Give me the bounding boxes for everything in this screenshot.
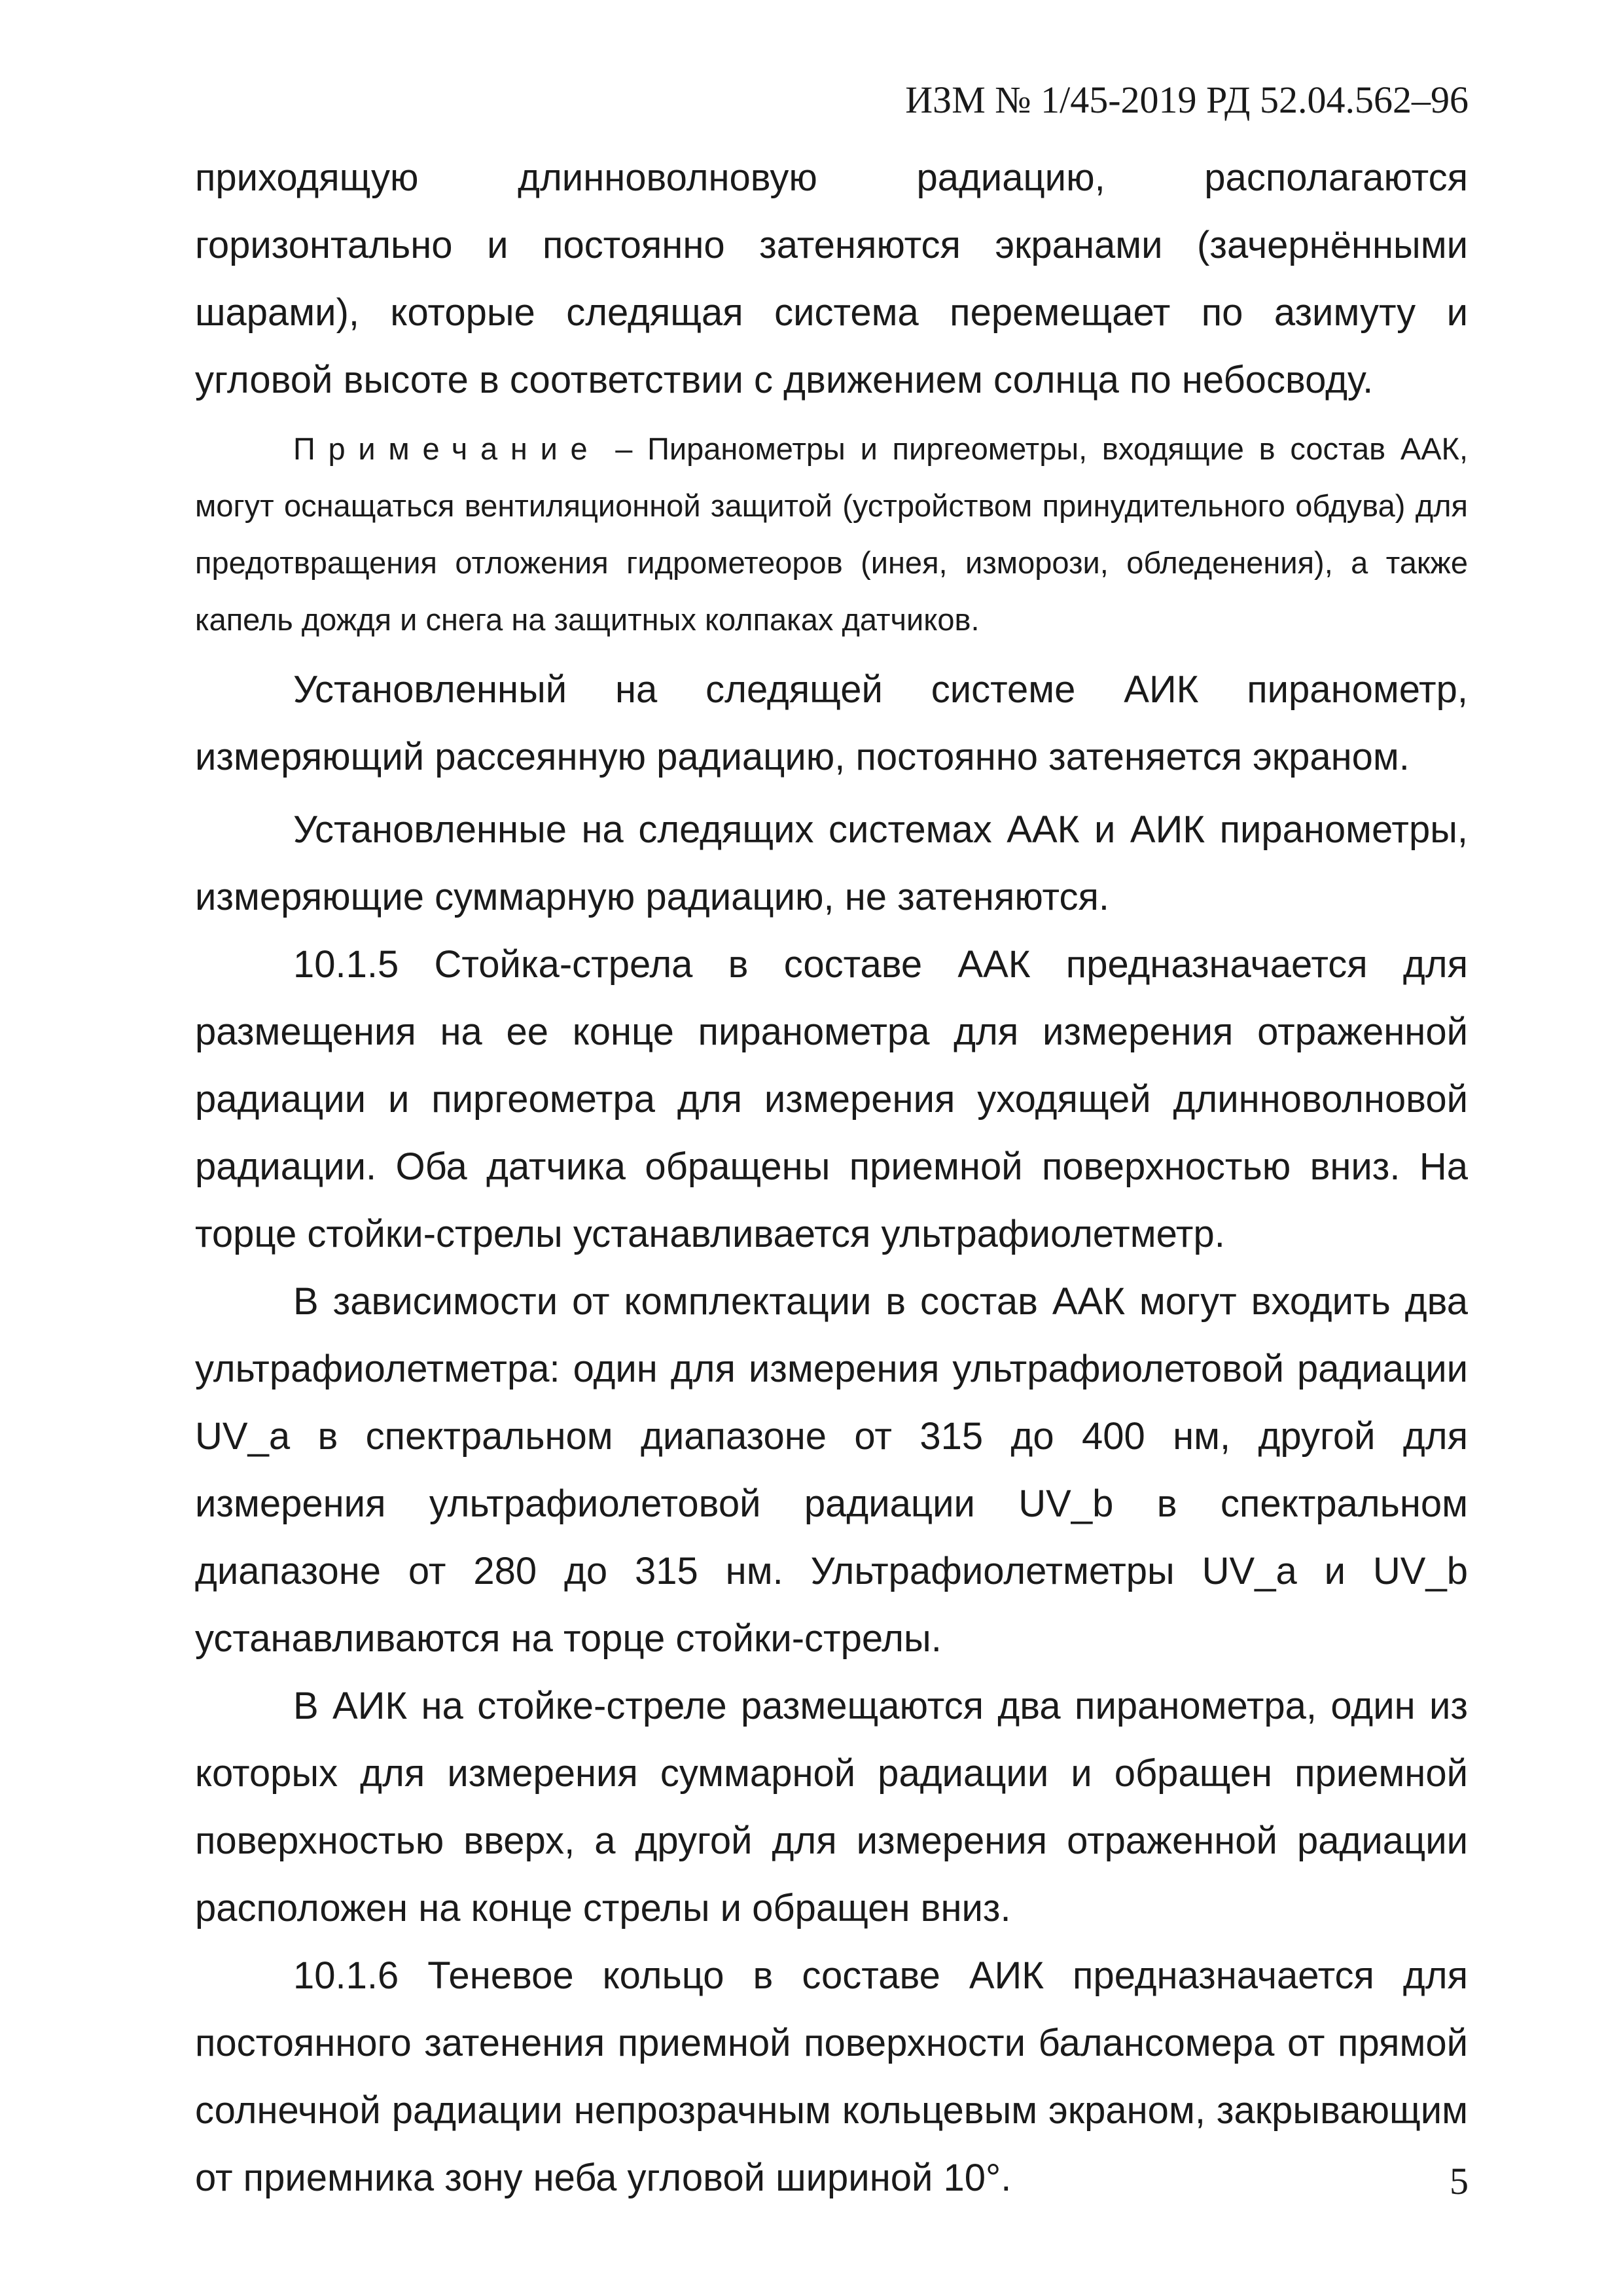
paragraph-10-1-5: 10.1.5 Стойка-стрела в составе ААК предназначается для размещения на ее конце пиранометра для измерения отраженной радиации и пиргеометра для измерения уходящей длинноволновой радиации. Оба датчика обращены приемной поверхностью вниз. На торце стойки-стрелы устанавливается ультрафиолетметр.	[195, 943, 1468, 1255]
page-number: 5	[1450, 2160, 1469, 2202]
paragraph-diffuse-pyranometer: Установленный на следящей системе АИК пиранометр, измеряющий рассеянную радиацию, постоянно затеняется экраном.	[195, 668, 1468, 778]
paragraph-aik-boom: В АИК на стойке-стреле размещаются два пиранометра, один из которых для измерения суммарной радиации и обращен приемной поверхностью вверх, а другой для измерения отраженной радиации расположен на конце стрелы и обращен вниз.	[195, 1685, 1468, 1929]
note-block	[195, 420, 1468, 648]
paragraph-global-pyranometers: Установленные на следящих системах ААК и АИК пиранометры, измеряющие суммарную радиацию, не затеняются.	[195, 808, 1468, 918]
paragraph-uv-meters: В зависимости от комплектации в состав ААК могут входить два ультрафиолетметра: один для измерения ультрафиолетовой радиации UV_a в спектральном диапазоне от 315 до 400 нм, другой для измерения ультрафиолетовой радиации UV_b в спектральном диапазоне от 280 до 315 нм. Ультрафиолетметры UV_a и UV_b устанавливаются на торце стойки-стрелы.	[195, 1280, 1468, 1660]
paragraph-continuation: приходящую длинноволновую радиацию, располагаются горизонтально и постоянно затеняются экранами (зачернёнными шарами), которые следящая система перемещает по азимуту и угловой высоте в соответствии с движением солнца по небосводу.	[195, 156, 1468, 401]
paragraph-10-1-6: 10.1.6 Теневое кольцо в составе АИК предназначается для постоянного затенения приемной поверхности балансомера от прямой солнечной радиации непрозрачным кольцевым экраном, закрывающим от приемника зону неба угловой шириной 10°.	[195, 1954, 1468, 2199]
body-text	[195, 144, 1468, 2212]
note-text: – Пиранометры и пиргеометры, входящие в состав ААК, могут оснащаться вентиляционной защитой (устройством принудительного обдува) для предотвращения отложения гидрометеоров (инея, изморози, обледенения), а также капель дождя и снега на защитных колпаках датчиков.	[195, 431, 1468, 637]
document-header: ИЗМ № 1/45-2019 РД 52.04.562–96	[905, 79, 1469, 121]
note-label: Примечание	[293, 431, 601, 466]
